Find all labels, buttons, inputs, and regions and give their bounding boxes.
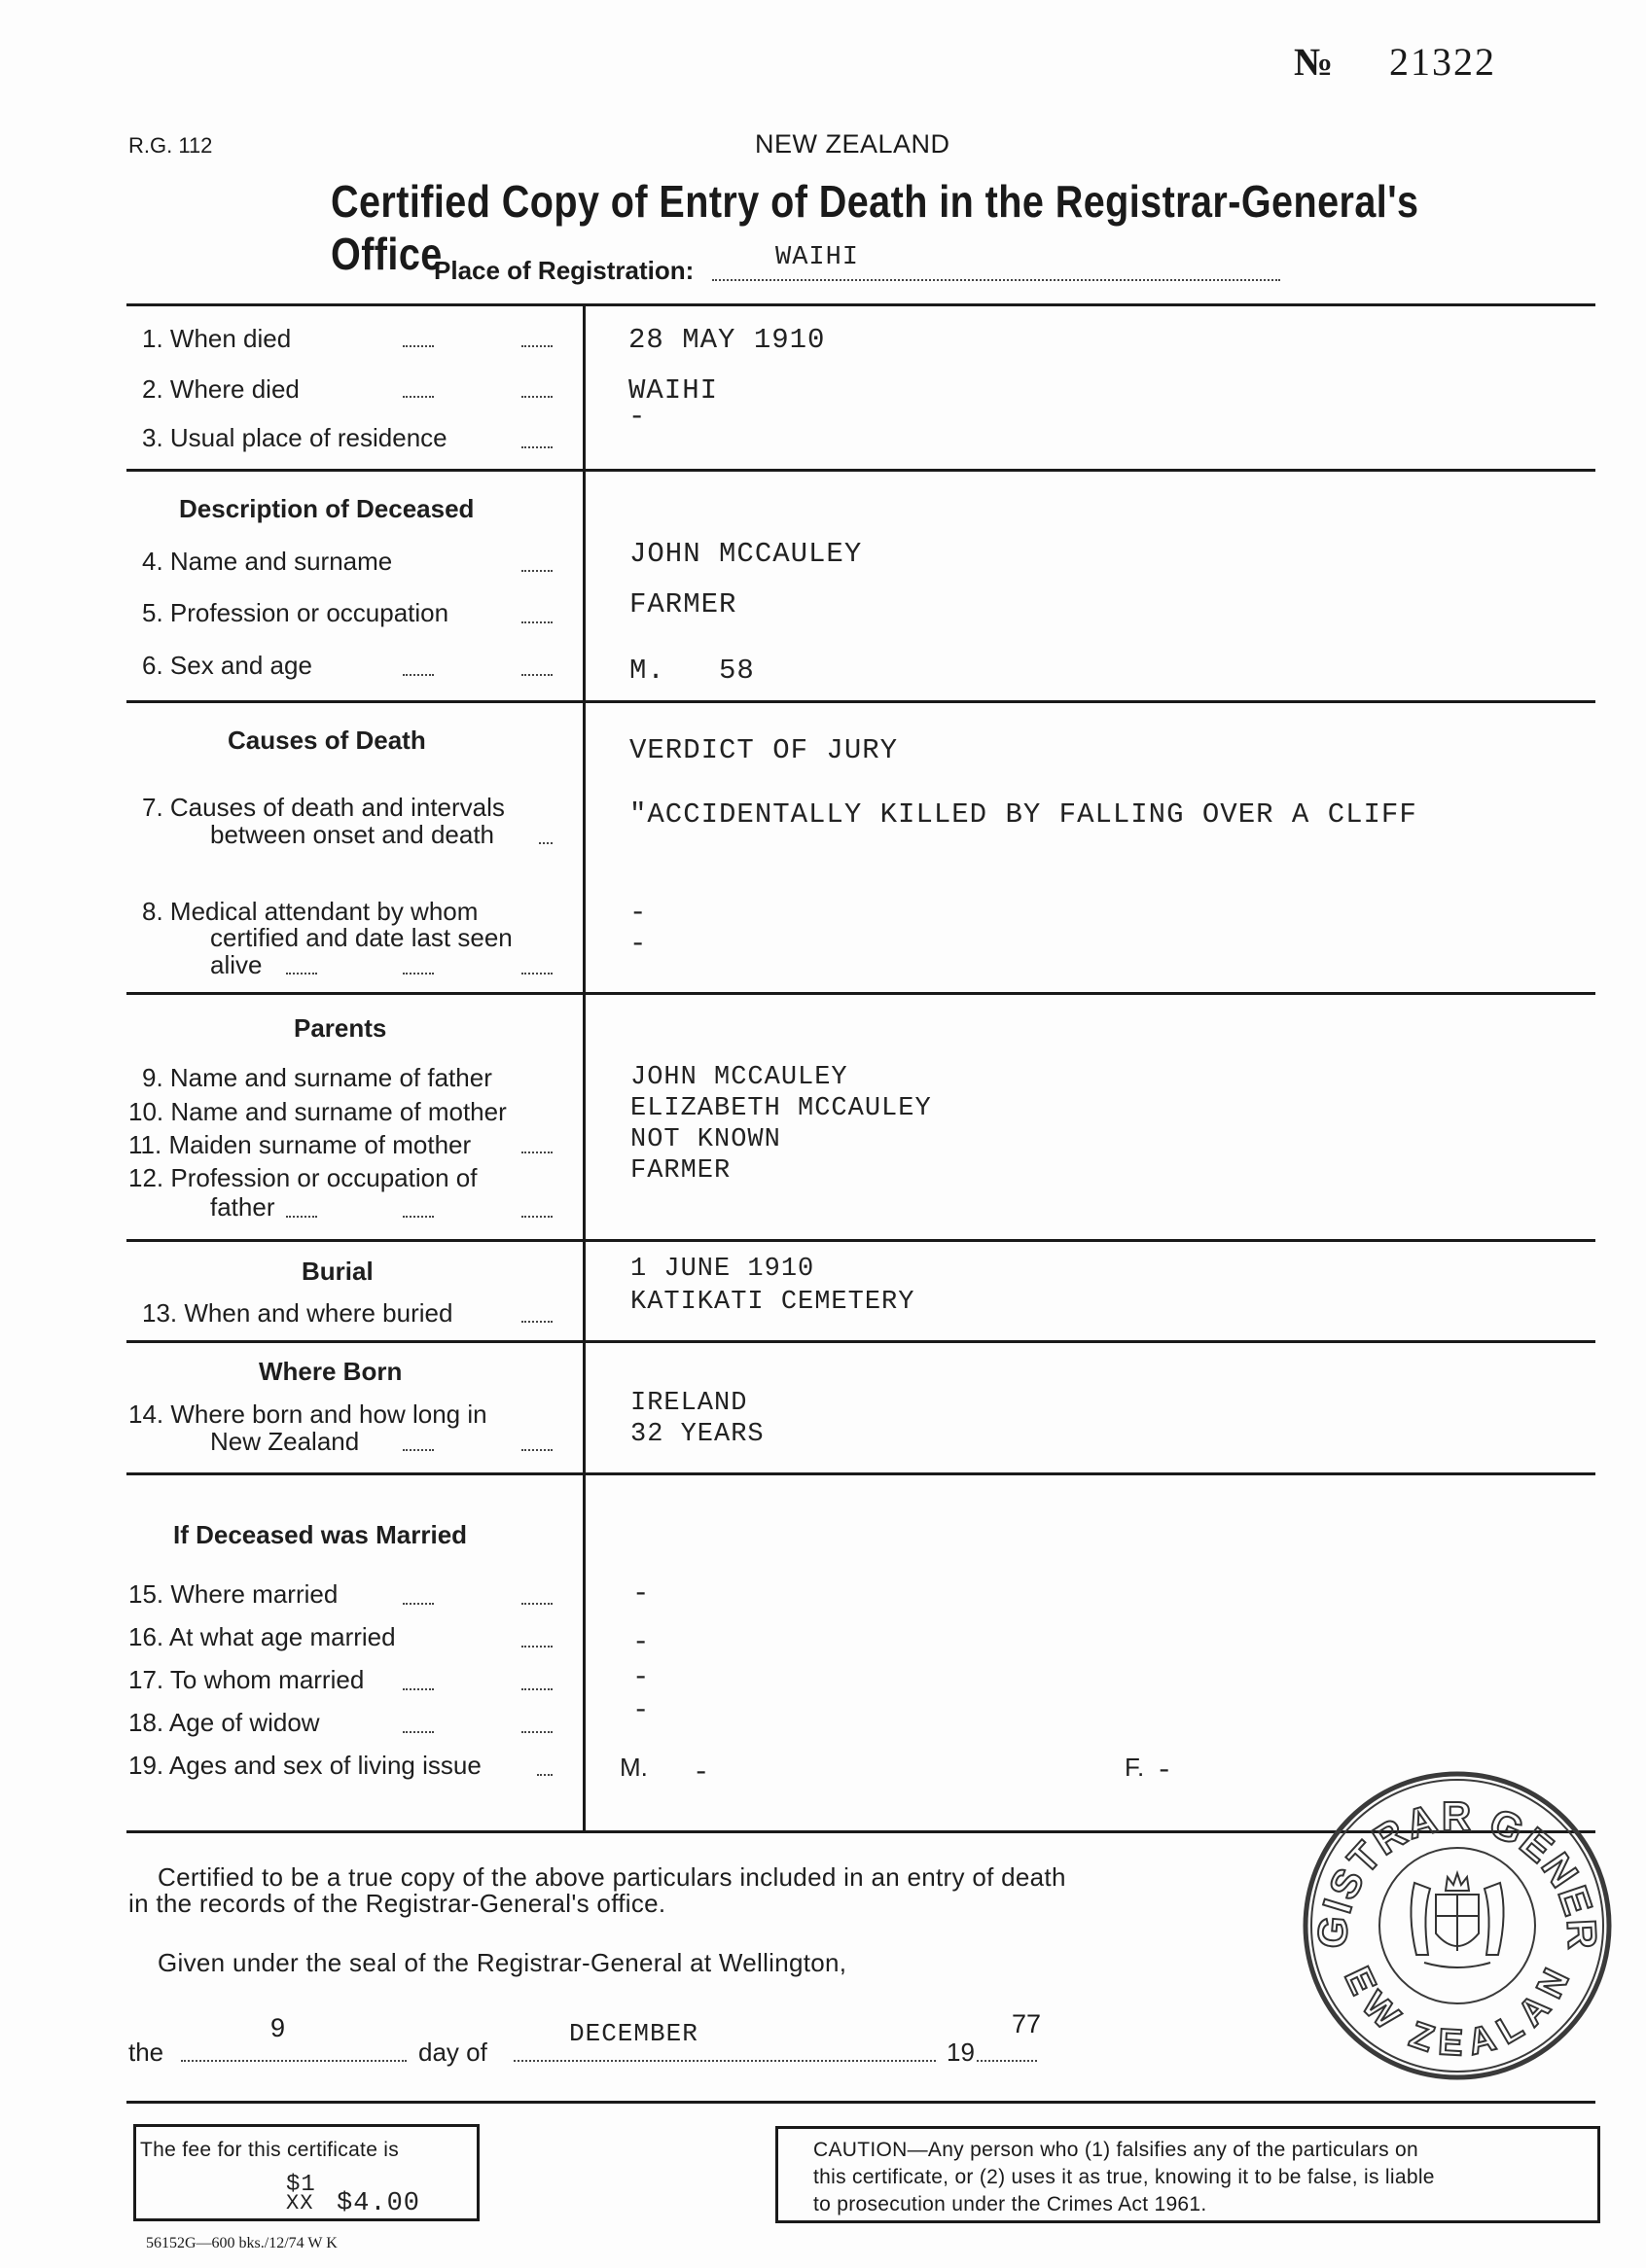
label-where-born-b: New Zealand xyxy=(210,1427,360,1456)
cert-number: 21322 xyxy=(1389,40,1496,84)
caution-box xyxy=(775,2126,1600,2223)
country-heading: NEW ZEALAND xyxy=(755,129,950,159)
label-when-died: 1. When died xyxy=(142,324,292,353)
label-father: 9. Name and surname of father xyxy=(142,1063,492,1092)
label-to-whom-married: 17. To whom married xyxy=(128,1665,365,1694)
label-where-born-a: 14. Where born and how long in xyxy=(128,1400,487,1429)
label-causes-a: 7. Causes of death and intervals xyxy=(142,793,505,822)
dots xyxy=(403,674,434,676)
label-maiden-surname: 11. Maiden surname of mother xyxy=(128,1130,472,1159)
rule-section-5 xyxy=(126,1340,1595,1343)
month-line xyxy=(514,2060,936,2062)
value-burial-date: 1 JUNE 1910 xyxy=(630,1255,815,1284)
form-code: R.G. 112 xyxy=(128,133,213,158)
label-father-occupation: 12. Profession or occupation of xyxy=(128,1163,478,1192)
label-age-of-widow: 18. Age of widow xyxy=(128,1708,320,1737)
dots xyxy=(521,1688,553,1690)
heading-burial: Burial xyxy=(302,1257,374,1286)
value-issue-female: - xyxy=(1156,1754,1174,1787)
value-to-whom-married: - xyxy=(632,1661,651,1693)
place-of-registration-line xyxy=(712,279,1280,281)
cert-number-label: № xyxy=(1294,40,1334,84)
rule-bottom xyxy=(126,2101,1595,2104)
dots xyxy=(403,396,434,398)
dots xyxy=(521,674,553,676)
dots xyxy=(286,973,317,975)
label-sex-age: 6. Sex and age xyxy=(142,651,312,680)
value-when-died: 28 MAY 1910 xyxy=(628,324,826,356)
label-medical-a: 8. Medical attendant by whom xyxy=(142,897,479,926)
dots xyxy=(521,1646,553,1648)
value-medical-a: - xyxy=(629,897,648,929)
fee-value: $4.00 xyxy=(337,2189,421,2218)
value-profession: FARMER xyxy=(629,588,737,620)
place-of-registration-label: Place of Registration: xyxy=(434,256,695,285)
value-age-married: - xyxy=(632,1626,651,1658)
print-code: 56152G—600 bks./12/74 W K xyxy=(146,2235,338,2251)
caution-line-2: this certificate, or (2) uses it as true, knowing it to be false, is liable xyxy=(813,2166,1435,2188)
rule-section-6 xyxy=(126,1472,1595,1475)
the-label: the xyxy=(128,2038,164,2067)
dots xyxy=(521,396,553,398)
label-where-married: 15. Where married xyxy=(128,1579,339,1609)
dots xyxy=(521,1603,553,1605)
label-age-married: 16. At what age married xyxy=(128,1622,396,1651)
dots xyxy=(521,1321,553,1323)
year-line xyxy=(977,2060,1037,2062)
column-divider xyxy=(583,303,586,1830)
dots xyxy=(286,1216,317,1218)
rule-section-1 xyxy=(126,469,1595,472)
value-verdict: VERDICT OF JURY xyxy=(629,734,899,766)
fee-box xyxy=(133,2124,480,2221)
coat-of-arms-icon xyxy=(1411,1873,1503,1967)
month-value: DECEMBER xyxy=(569,2019,698,2048)
registrar-general-seal xyxy=(1300,1768,1615,2083)
dots xyxy=(403,1688,434,1690)
value-name-surname: JOHN MCCAULEY xyxy=(629,538,863,570)
dots xyxy=(537,1774,553,1776)
seal-text-top: GISTRAR GENER xyxy=(1308,1793,1606,1952)
rule-section-2 xyxy=(126,700,1595,703)
value-where-died: WAIHI xyxy=(628,374,719,407)
day-value: 9 xyxy=(270,2013,286,2042)
caution-line-1: CAUTION—Any person who (1) falsifies any of the particulars on xyxy=(813,2139,1419,2161)
value-sex-age: M. 58 xyxy=(629,655,755,687)
label-causes-b: between onset and death xyxy=(210,820,495,849)
fee-struck-out: XX xyxy=(286,2191,314,2215)
dots xyxy=(403,1216,434,1218)
label-living-issue: 19. Ages and sex of living issue xyxy=(128,1751,482,1780)
value-father-occupation: FARMER xyxy=(630,1156,732,1186)
label-usual-residence: 3. Usual place of residence xyxy=(142,423,447,452)
label-name-surname: 4. Name and surname xyxy=(142,547,393,576)
value-burial-place: KATIKATI CEMETERY xyxy=(630,1288,915,1317)
dots xyxy=(521,1449,553,1451)
dots xyxy=(521,621,553,623)
dots xyxy=(521,345,553,347)
dots xyxy=(539,842,553,844)
heading-where-born: Where Born xyxy=(259,1357,403,1386)
heading-parents: Parents xyxy=(294,1013,387,1043)
certification-line-2: in the records of the Registrar-General's office. xyxy=(128,1889,666,1918)
caution-line-3: to prosecution under the Crimes Act 1961. xyxy=(813,2193,1207,2215)
label-where-died: 2. Where died xyxy=(142,374,300,404)
rule-section-4 xyxy=(126,1239,1595,1242)
label-father-occupation-cont: father xyxy=(210,1192,275,1222)
value-mother: ELIZABETH MCCAULEY xyxy=(630,1094,932,1123)
value-father: JOHN MCCAULEY xyxy=(630,1063,848,1092)
dots xyxy=(521,570,553,572)
day-line xyxy=(181,2060,407,2062)
value-birthplace: IRELAND xyxy=(630,1389,748,1418)
dots xyxy=(403,345,434,347)
certification-line-3: Given under the seal of the Registrar-General at Wellington, xyxy=(158,1948,847,1977)
certification-line-1: Certified to be a true copy of the above particulars included in an entry of death xyxy=(158,1862,1066,1892)
dots xyxy=(521,973,553,975)
dots xyxy=(403,1731,434,1733)
value-usual-residence: - xyxy=(628,401,647,433)
seal-text-bottom: EW ZEALAN xyxy=(1336,1961,1579,2065)
heading-description-of-deceased: Description of Deceased xyxy=(179,494,475,523)
dots xyxy=(403,973,434,975)
label-medical-c: alive xyxy=(210,950,263,979)
heading-causes-of-death: Causes of Death xyxy=(228,726,426,755)
dots xyxy=(521,446,553,448)
heading-if-married: If Deceased was Married xyxy=(173,1520,468,1549)
value-where-married: - xyxy=(632,1577,651,1610)
fee-label: The fee for this certificate is xyxy=(140,2139,400,2161)
year-prefix: 19 xyxy=(947,2038,975,2067)
value-issue-male: - xyxy=(693,1756,711,1789)
dots xyxy=(521,1731,553,1733)
label-when-where-buried: 13. When and where buried xyxy=(142,1298,453,1328)
dots xyxy=(521,1216,553,1218)
day-of-label: day of xyxy=(418,2038,487,2067)
value-causes-of-death: "ACCIDENTALLY KILLED BY FALLING OVER A CLIFF xyxy=(629,798,1417,831)
value-age-of-widow: - xyxy=(632,1694,651,1726)
rule-top xyxy=(126,303,1595,306)
label-mother: 10. Name and surname of mother xyxy=(128,1097,507,1126)
value-years-in-nz: 32 YEARS xyxy=(630,1420,765,1449)
value-maiden-surname: NOT KNOWN xyxy=(630,1125,781,1154)
document-title: Certified Copy of Entry of Death in the Registrar-General's Office xyxy=(331,176,1419,279)
rule-section-3 xyxy=(126,992,1595,995)
label-issue-female: F. xyxy=(1125,1753,1145,1782)
label-profession: 5. Profession or occupation xyxy=(142,598,449,627)
value-medical-b: - xyxy=(629,928,648,960)
dots xyxy=(403,1449,434,1451)
dots xyxy=(403,1603,434,1605)
year-value: 77 xyxy=(1012,2009,1042,2038)
dots xyxy=(521,1152,553,1153)
label-medical-b: certified and date last seen xyxy=(210,923,513,952)
label-issue-male: M. xyxy=(620,1753,648,1782)
fee-old-value: $1 xyxy=(286,2172,316,2198)
place-of-registration-value: WAIHI xyxy=(775,243,860,272)
